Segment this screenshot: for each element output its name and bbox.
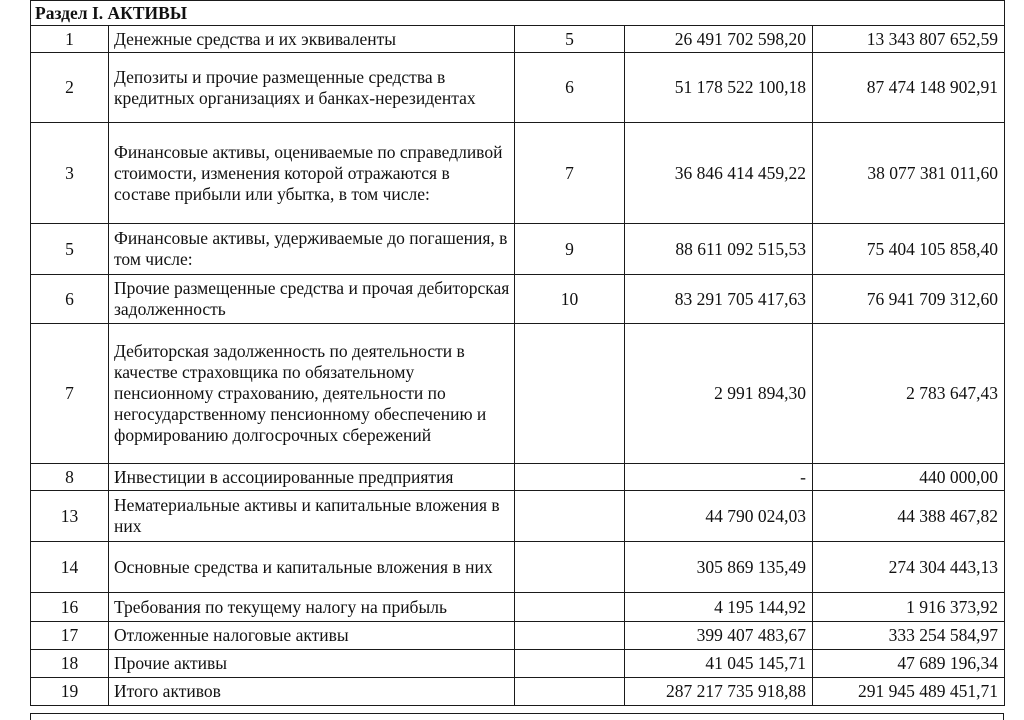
row-name: Инвестиции в ассоциированные предприятия: [109, 464, 515, 491]
row-number: 13: [31, 491, 109, 542]
row-current-value: 44 790 024,03: [625, 491, 813, 542]
row-current-value: -: [625, 464, 813, 491]
row-number: 5: [31, 224, 109, 275]
row-name: Финансовые активы, удерживаемые до погашения, в том числе:: [109, 224, 515, 275]
row-number: 17: [31, 622, 109, 650]
row-number: 7: [31, 324, 109, 464]
row-note: [515, 542, 625, 593]
row-number: 6: [31, 275, 109, 324]
row-previous-value: 87 474 148 902,91: [813, 53, 1005, 123]
row-current-value: 26 491 702 598,20: [625, 26, 813, 53]
row-previous-value: 333 254 584,97: [813, 622, 1005, 650]
row-number: 18: [31, 650, 109, 678]
section-title: Раздел I. АКТИВЫ: [31, 1, 1005, 26]
row-name: Прочие активы: [109, 650, 515, 678]
table-row: [31, 324, 1005, 464]
row-current-value: 83 291 705 417,63: [625, 275, 813, 324]
row-previous-value: 2 783 647,43: [813, 324, 1005, 464]
table-row: [31, 123, 1005, 224]
row-number: 2: [31, 53, 109, 123]
row-note: [515, 464, 625, 491]
row-name: Основные средства и капитальные вложения в них: [109, 542, 515, 593]
row-name: Нематериальные активы и капитальные вложения в них: [109, 491, 515, 542]
table-row: [31, 650, 1005, 678]
row-current-value: 305 869 135,49: [625, 542, 813, 593]
row-current-value: 88 611 092 515,53: [625, 224, 813, 275]
row-number: 16: [31, 593, 109, 622]
row-previous-value: 291 945 489 451,71: [813, 678, 1005, 706]
row-note: [515, 678, 625, 706]
row-name: Депозиты и прочие размещенные средства в кредитных организациях и банках-нерезидентах: [109, 53, 515, 123]
table-row: [31, 542, 1005, 593]
table-row-total: [31, 678, 1005, 706]
table-row: [31, 464, 1005, 491]
row-previous-value: 13 343 807 652,59: [813, 26, 1005, 53]
row-previous-value: 44 388 467,82: [813, 491, 1005, 542]
row-previous-value: 75 404 105 858,40: [813, 224, 1005, 275]
row-note: [515, 491, 625, 542]
row-name: Отложенные налоговые активы: [109, 622, 515, 650]
row-current-value: 287 217 735 918,88: [625, 678, 813, 706]
table-row: [31, 26, 1005, 53]
assets-table: [30, 0, 1005, 706]
row-current-value: 51 178 522 100,18: [625, 53, 813, 123]
row-previous-value: 1 916 373,92: [813, 593, 1005, 622]
row-name: Требования по текущему налогу на прибыль: [109, 593, 515, 622]
row-note: [515, 622, 625, 650]
row-previous-value: 440 000,00: [813, 464, 1005, 491]
row-current-value: 4 195 144,92: [625, 593, 813, 622]
row-name: Дебиторская задолженность по деятельности в качестве страховщика по обязательному пенсионному страхованию, деятельности по негосударственному пенсионному обеспечению и формированию долгосрочных сбережений: [109, 324, 515, 464]
table-row: [31, 491, 1005, 542]
row-number: 19: [31, 678, 109, 706]
row-current-value: 2 991 894,30: [625, 324, 813, 464]
table-row: [31, 53, 1005, 123]
table-row: [31, 275, 1005, 324]
row-note: [515, 593, 625, 622]
row-previous-value: 76 941 709 312,60: [813, 275, 1005, 324]
next-section-cutoff: [30, 713, 1004, 720]
row-number: 14: [31, 542, 109, 593]
row-previous-value: 38 077 381 011,60: [813, 123, 1005, 224]
row-note: 10: [515, 275, 625, 324]
row-note: 7: [515, 123, 625, 224]
row-note: [515, 650, 625, 678]
row-number: 1: [31, 26, 109, 53]
row-name: Финансовые активы, оцениваемые по справедливой стоимости, изменения которой отражаются в составе прибыли или убытка, в том числе:: [109, 123, 515, 224]
row-note: 6: [515, 53, 625, 123]
row-number: 8: [31, 464, 109, 491]
row-previous-value: 47 689 196,34: [813, 650, 1005, 678]
table-row: [31, 593, 1005, 622]
section-header-row: [31, 1, 1005, 26]
row-current-value: 36 846 414 459,22: [625, 123, 813, 224]
row-note: [515, 324, 625, 464]
row-previous-value: 274 304 443,13: [813, 542, 1005, 593]
row-number: 3: [31, 123, 109, 224]
row-note: 9: [515, 224, 625, 275]
table-row: [31, 224, 1005, 275]
table-row: [31, 622, 1005, 650]
row-note: 5: [515, 26, 625, 53]
row-name: Итого активов: [109, 678, 515, 706]
row-current-value: 399 407 483,67: [625, 622, 813, 650]
row-name: Прочие размещенные средства и прочая дебиторская задолженность: [109, 275, 515, 324]
row-name: Денежные средства и их эквиваленты: [109, 26, 515, 53]
row-current-value: 41 045 145,71: [625, 650, 813, 678]
